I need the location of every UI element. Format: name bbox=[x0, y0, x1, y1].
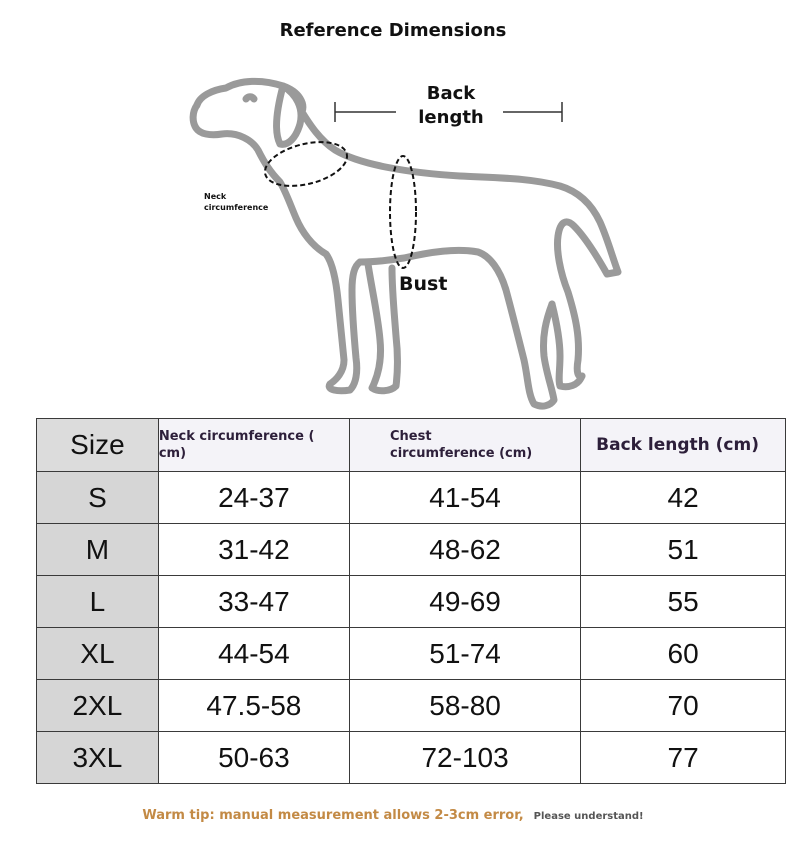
size-cell: 3XL bbox=[37, 732, 159, 784]
neck-cell: 33-47 bbox=[158, 576, 349, 628]
neck-circumference-label bbox=[204, 191, 268, 213]
size-chart-table bbox=[36, 418, 786, 784]
table-row bbox=[37, 628, 786, 680]
chest-cell: 72-103 bbox=[349, 732, 580, 784]
neck-label-line2: circumference bbox=[204, 203, 269, 212]
back-label-line1: Back bbox=[426, 83, 476, 104]
back-cell: 60 bbox=[581, 628, 786, 680]
chest-cell: 51-74 bbox=[349, 628, 580, 680]
neck-cell: 31-42 bbox=[158, 524, 349, 576]
back-cell: 42 bbox=[581, 472, 786, 524]
back-label-line2: length bbox=[418, 107, 484, 128]
chest-cell: 48-62 bbox=[349, 524, 580, 576]
size-cell: M bbox=[37, 524, 159, 576]
neck-cell: 24-37 bbox=[158, 472, 349, 524]
size-cell: 2XL bbox=[37, 680, 159, 732]
table-header-row bbox=[37, 419, 786, 472]
size-cell: L bbox=[37, 576, 159, 628]
back-length-label bbox=[396, 82, 506, 130]
header-neck bbox=[158, 419, 349, 472]
neck-cell: 47.5-58 bbox=[158, 680, 349, 732]
table-row bbox=[37, 732, 786, 784]
back-cell: 55 bbox=[581, 576, 786, 628]
back-cell: 51 bbox=[581, 524, 786, 576]
header-neck-line2: cm) bbox=[158, 446, 187, 461]
page-title: Reference Dimensions bbox=[279, 20, 507, 41]
dog-diagram bbox=[0, 55, 786, 415]
neck-cell: 50-63 bbox=[158, 732, 349, 784]
table-row bbox=[37, 680, 786, 732]
bust-label: Bust bbox=[399, 273, 448, 295]
chest-cell: 49-69 bbox=[349, 576, 580, 628]
size-cell: XL bbox=[37, 628, 159, 680]
warm-tip bbox=[0, 804, 786, 823]
table-row bbox=[37, 524, 786, 576]
header-size: Size bbox=[37, 419, 159, 472]
header-chest-line2: circumference (cm) bbox=[389, 446, 533, 461]
warm-tip-sub: Please understand! bbox=[533, 811, 644, 822]
back-cell: 77 bbox=[581, 732, 786, 784]
table-row bbox=[37, 576, 786, 628]
table-row bbox=[37, 472, 786, 524]
neck-label-line1: Neck bbox=[204, 192, 227, 201]
chest-cell: 58-80 bbox=[349, 680, 580, 732]
header-chest bbox=[349, 419, 580, 472]
size-cell: S bbox=[37, 472, 159, 524]
neck-cell: 44-54 bbox=[158, 628, 349, 680]
warm-tip-main: Warm tip: manual measurement allows 2-3cm error, bbox=[142, 808, 524, 823]
chest-cell: 41-54 bbox=[349, 472, 580, 524]
header-chest-line1: Chest bbox=[389, 429, 432, 444]
neck-measure-ring bbox=[260, 134, 351, 193]
header-neck-line1: Neck circumference ( bbox=[158, 429, 315, 444]
back-cell: 70 bbox=[581, 680, 786, 732]
dog-outline bbox=[193, 81, 618, 406]
header-back-length: Back length (cm) bbox=[581, 419, 786, 472]
